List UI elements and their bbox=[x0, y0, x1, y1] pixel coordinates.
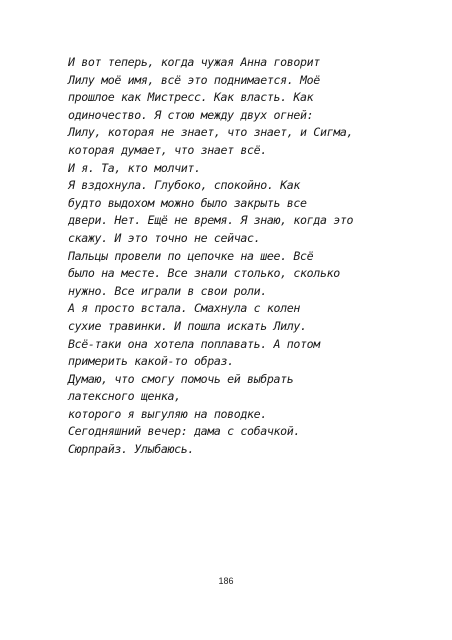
text-line: двери. Нет. Ещё не время. Я знаю, когда это bbox=[68, 213, 354, 228]
text-line: было на месте. Все знали столько, сколько bbox=[68, 266, 340, 281]
text-line: примерить какой-то образ. bbox=[68, 354, 234, 369]
text-line: Пальцы провели по цепочке на шее. Всё bbox=[68, 248, 314, 263]
text-line: И вот теперь, когда чужая Анна говорит bbox=[68, 55, 320, 69]
text-line: Сегодняшний вечер: дама с собачкой. bbox=[68, 424, 301, 439]
text-line: Я вздохнула. Глубоко, спокойно. Как bbox=[68, 178, 301, 193]
text-line: Лилу, которая не знает, что знает, и Сигма, bbox=[68, 125, 354, 140]
text-line: латексного щенка, bbox=[68, 389, 181, 404]
text-line: скажу. И это точно не сейчас. bbox=[68, 230, 261, 245]
text-line: которого я выгуляю на поводке. bbox=[68, 406, 267, 421]
text-line: Думаю, что смогу помочь ей выбрать bbox=[68, 371, 294, 386]
text-line: которая думает, что знает всё. bbox=[68, 142, 267, 157]
text-line: сухие травинки. И пошла искать Лилу. bbox=[68, 318, 307, 333]
text-line: И я. Та, кто молчит. bbox=[68, 160, 201, 175]
text-line: А я просто встала. Смахнула с колен bbox=[68, 301, 301, 316]
text-line: будто выдохом можно было закрыть все bbox=[68, 195, 307, 210]
text-line: прошлое как Мистресс. Как власть. Как bbox=[68, 90, 314, 105]
text-line: Всё-таки она хотела поплавать. А потом bbox=[68, 336, 320, 351]
text-line: нужно. Все играли в свои роли. bbox=[68, 283, 267, 298]
text-line: одиночество. Я стою между двух огней: bbox=[68, 107, 314, 122]
page-number: 186 bbox=[218, 576, 234, 586]
text-line: Сюрпрайз. Улыбаюсь. bbox=[68, 442, 194, 457]
text-line: Лилу моё имя, всё это поднимается. Моё bbox=[68, 72, 320, 87]
body-text bbox=[68, 54, 388, 459]
